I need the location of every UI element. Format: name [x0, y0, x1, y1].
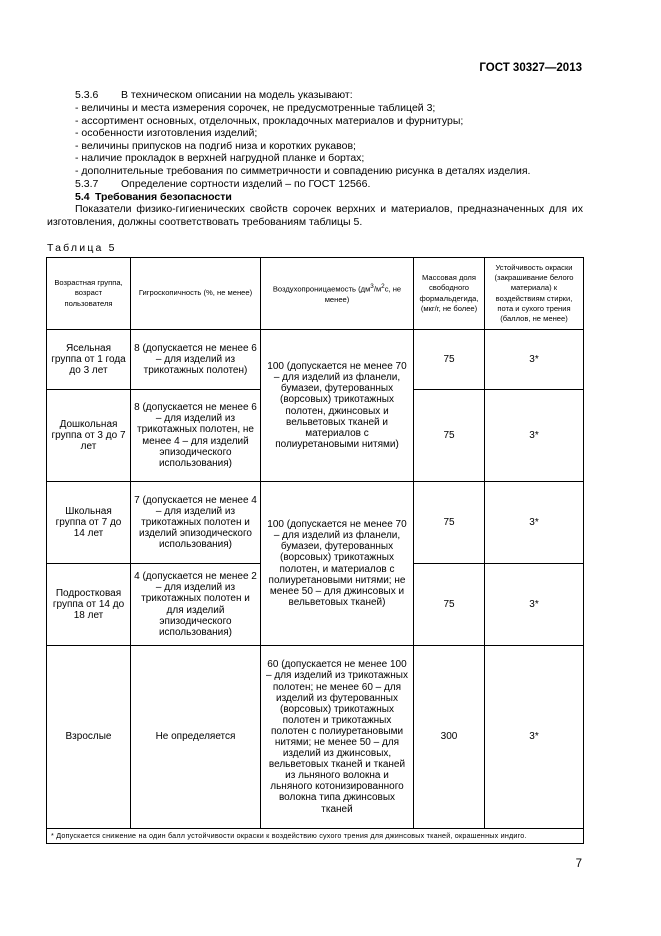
- cell-hygroscopicity: 8 (допускается не менее 6 – для изделий из трикотажных полотен, не менее 4 – для изделий эпизодического использования): [131, 390, 261, 482]
- section-number: 5.3.6: [75, 89, 99, 101]
- section-number: 5.4: [75, 191, 90, 203]
- cell-color-fastness: 3*: [485, 646, 584, 829]
- list-item: - дополнительные требования по симметричности и совпадению рисунка в деталях изделия.: [75, 165, 531, 177]
- cell-formaldehyde: 75: [414, 330, 485, 390]
- cell-age: Дошкольная группа от 3 до 7 лет: [47, 390, 131, 482]
- cell-hygroscopicity: Не определяется: [131, 646, 261, 829]
- header-hygroscopicity: Гигроскопичность (%, не менее): [131, 258, 261, 330]
- cell-color-fastness: 3*: [485, 330, 584, 390]
- list-item: - ассортимент основных, отделочных, прокладочных материалов и фурнитуры;: [75, 115, 464, 127]
- section-text: В техническом описании на модель указывают:: [121, 89, 353, 101]
- section-5-4: [75, 191, 232, 203]
- cell-formaldehyde: 300: [414, 646, 485, 829]
- header-color-fastness: Устойчивость окраски (закрашивание белого материала) к воздействиям стирки, пота и сухого трения (баллов, не менее): [485, 258, 584, 330]
- list-item: - величины припусков на подгиб низа и коротких рукавов;: [75, 140, 356, 152]
- section-5-3-6: [75, 89, 353, 101]
- section-number: 5.3.7: [75, 178, 99, 190]
- header-air-permeability: Воздухопроницаемость ($дм^3/м^2с$, не менее): [261, 258, 414, 330]
- table-5: [46, 257, 584, 844]
- cell-color-fastness: 3*: [485, 564, 584, 646]
- cell-air-permeability: 60 (допускается не менее 100 – для изделий из трикотажных полотен; не менее 60 – для изделий из футерованных (ворсовых) трикотажных полотен и трикотажных полотен с полиуретановыми нитями; не менее 50 – для изделий из джинсовых, вельветовых тканей и тканей из льняного волокна и льняного котонизированного волокна типа джинсовых тканей: [261, 646, 414, 829]
- section-text: Определение сортности изделий – по ГОСТ 12566.: [121, 178, 371, 190]
- cell-air-permeability: 100 (допускается не менее 70 – для изделий из фланели, бумазеи, футерованных (ворсовых) трикотажных полотен, джинсовых и вельветовых тканей и материалов с полиуретановыми нитями): [261, 330, 414, 482]
- table-row: [47, 330, 584, 390]
- table-row: [47, 646, 584, 829]
- cell-age: Школьная группа от 7 до 14 лет: [47, 482, 131, 564]
- cell-hygroscopicity: 4 (допускается не менее 2 – для изделий из трикотажных полотен и для изделий эпизодического использования): [131, 564, 261, 646]
- cell-formaldehyde: 75: [414, 390, 485, 482]
- list-item: - величины и места измерения сорочек, не предусмотренные таблицей 3;: [75, 102, 436, 114]
- document-header: ГОСТ 30327—2013: [479, 62, 582, 74]
- cell-color-fastness: 3*: [485, 390, 584, 482]
- cell-formaldehyde: 75: [414, 482, 485, 564]
- table-footnote: * Допускается снижение на один балл устойчивости окраски к воздействию сухого трения для джинсовых тканей, окрашенных индиго.: [47, 829, 584, 844]
- cell-hygroscopicity: 7 (допускается не менее 4 – для изделий из трикотажных полотен и изделий эпизодического использования): [131, 482, 261, 564]
- list-item: - особенности изготовления изделий;: [75, 127, 258, 139]
- page-number: 7: [575, 858, 582, 870]
- list-item: - наличие прокладок в верхней нагрудной планке и бортах;: [75, 152, 365, 164]
- cell-hygroscopicity: 8 (допускается не менее 6 – для изделий из трикотажных полотен): [131, 330, 261, 390]
- table-row: [47, 482, 584, 564]
- table-caption: Таблица 5: [47, 242, 117, 254]
- intro-paragraph: Показатели физико-гигиенических свойств сорочек верхних и материалов, предназначенных для их изготовления, должны соответствовать требованиям таблицы 5.: [47, 203, 583, 228]
- cell-color-fastness: 3*: [485, 482, 584, 564]
- table-header-row: [47, 258, 584, 330]
- header-age: Возрастная группа, возраст пользователя: [47, 258, 131, 330]
- cell-age: Подростковая группа от 14 до 18 лет: [47, 564, 131, 646]
- header-formaldehyde: Массовая доля свободного формальдегида, (мкг/г, не более): [414, 258, 485, 330]
- table-footnote-row: [47, 829, 584, 844]
- cell-age: Взрослые: [47, 646, 131, 829]
- cell-formaldehyde: 75: [414, 564, 485, 646]
- cell-age: Ясельная группа от 1 года до 3 лет: [47, 330, 131, 390]
- cell-air-permeability: 100 (допускается не менее 70 – для изделий из фланели, бумазеи, футерованных (ворсовых) трикотажных полотен, и материалов с полиуретановыми нитями; не менее 50 – для джинсовых и вельветовых тканей): [261, 482, 414, 646]
- section-5-3-7: [75, 178, 370, 190]
- section-title: Требования безопасности: [95, 191, 232, 203]
